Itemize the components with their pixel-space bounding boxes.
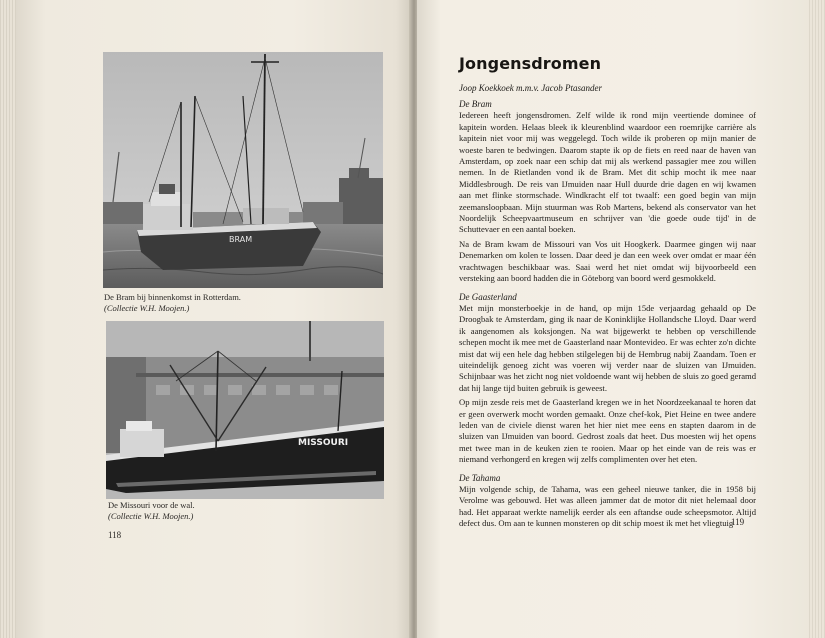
caption-photo-bram (104, 292, 384, 314)
paragraph: Na de Bram kwam de Missouri van Vos uit Hoogkerk. Daarmee gingen wij naar Denemarken om kolen te lossen. Daar deed je dan een week over omdat er maar één vrachtwagen beschikbaar was. Saai werd het niet omdat wij bijvoorbeeld een versteking aan boord hadden die in Göteborg van boord werd gesmokkeld. (459, 238, 756, 284)
caption-text: De Missouri voor de wal. (108, 500, 195, 510)
section-heading-bram: De Bram (459, 99, 492, 109)
caption-photo-missouri (108, 500, 388, 522)
paragraph: Iedereen heeft jongensdromen. Zelf wilde ik rond mijn veertiende dominee of kapitein worden. Helaas bleek ik kleurenblind waardoor een roemrijke carrière als kapitein niet voor mij was weggelegd. Toch wilde ik proberen op mijn manier de woeste baren te bedwingen. Daarom stapte ik op de fiets en reed naar de haven van Amsterdam, op zoek naar een schip dat mij als werkend passagier mee zou willen nemen. In de Rietlanden vond ik de Bram. Met dit schip mocht ik mee naar Middlesbrough. De reis van IJmuiden naar Hull duurde drie dagen en wij kwamen aan met flinke stormschade. Windkracht elf tot twaalf: een goed begin van mijn zeemansloopbaan. Mijn stuurman was Rob Martens, bekend als conservator van het Noordelijk Scheepvaartmuseum en schrijver van 'die goede oude tijd' in de Schuttevaer en een aantal boeken. (459, 110, 756, 235)
section-heading-gaasterland: De Gaasterland (459, 291, 517, 302)
photo-missouri (106, 321, 384, 499)
photo-credit: (Collectie W.H. Moojen.) (108, 511, 194, 521)
left-page-edges (0, 0, 16, 638)
hull-name-missouri: MISSOURI (298, 438, 349, 448)
page-number-right: 119 (731, 517, 745, 527)
right-page-edges (809, 0, 825, 638)
article (459, 54, 756, 533)
article-authors: Joop Koekkoek m.m.v. Jacob Ptasander (459, 83, 603, 93)
photo-bram (103, 52, 383, 288)
caption-text: De Bram bij binnenkomst in Rotterdam. (104, 292, 241, 302)
photo-credit: (Collectie W.H. Moojen.) (104, 303, 190, 313)
paragraph: Mijn volgende schip, de Tahama, was een geheel nieuwe tanker, die in 1958 bij Verolme was gebouwd. Het was alleen jammer dat de motor dit niet helemaal door had. Het apparaat werkte namelijk eerder als een aftandse oude scheepsmotor. Altijd defect dus. Om aan te kunnen monsteren op dit schip moest ik met het vliegtuig (459, 484, 756, 529)
paragraph: Op mijn zesde reis met de Gaasterland kregen we in het Noordzeekanaal te horen dat er geen overwerk mocht worden gemaakt. Onze chef-kok, Piet Heine en twee andere leden van de civiele dienst waren het hier niet mee eens en stapten daarom in de sluizen van IJmuiden van boord. Gedrost zoals dat heet. Dus moesten wij het opens met twee man in de keuken zien te rooien. Maar op het einde van de reis was er niemand verhongerd en kregen wij zelfs complimenten over het eten. (459, 397, 756, 465)
section-heading-tahama: De Tahama (459, 472, 501, 483)
article-title: Jongensdromen (459, 54, 602, 73)
paragraph: Met mijn monsterboekje in de hand, op mijn 15de verjaardag gehaald op De Droogbak te Amsterdam, ging ik naar de Koninklijke Hollandsche Lloyd. Daar werd ik aangenomen als koksjongen. Na wat bijgewerkt te hebben op verschillende schepen mocht ik mee met de Gaasterland naar Montevideo. Er was echter zo'n dichte mist dat wij een hele dag hebben stilgelegen bij de Hembrug nabij Zaandam. Toen er uiteindelijk genoeg zicht was voeren wij verder naar de sluizen van IJmuiden. Schijnbaar was het zicht nog niet voldoende want wij hebben de sluis zo goed geramd dat hij lange tijd buiten gebruik is geweest. (459, 302, 756, 393)
page-number-left: 118 (108, 530, 122, 540)
hull-name-bram: BRAM (229, 235, 253, 244)
